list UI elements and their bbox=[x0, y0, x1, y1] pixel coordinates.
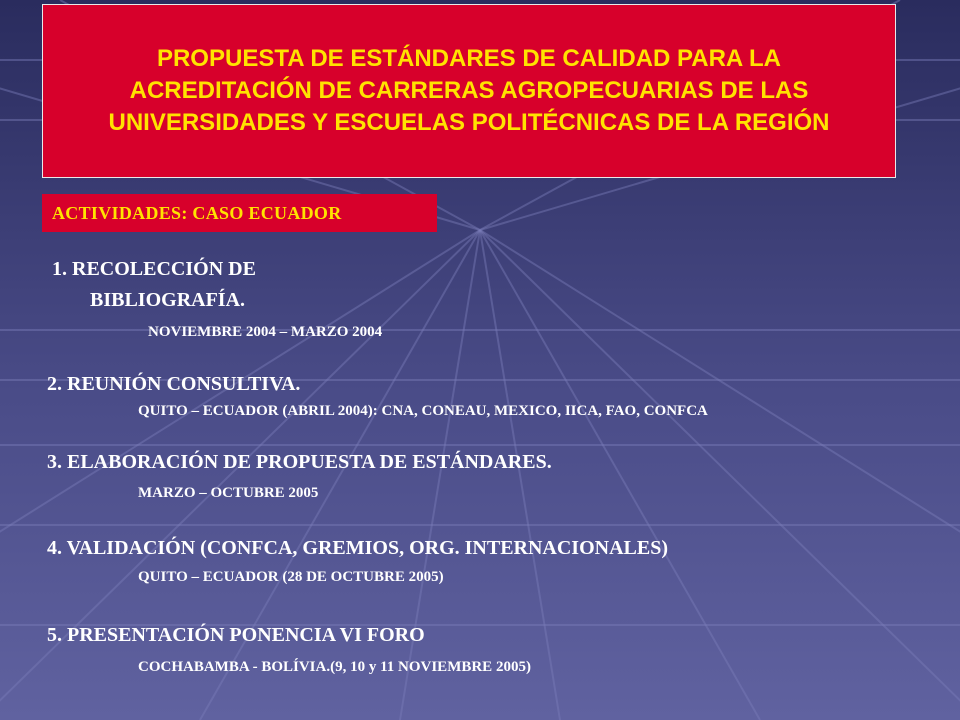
activity-1-detail: NOVIEMBRE 2004 – MARZO 2004 bbox=[148, 324, 383, 340]
activity-3-title: 3. ELABORACIÓN DE PROPUESTA DE ESTÁNDARES. bbox=[47, 451, 552, 473]
page-title: PROPUESTA DE ESTÁNDARES DE CALIDAD PARA LA ACREDITACIÓN DE CARRERAS AGROPECUARIAS DE LAS UNIVERSIDADES Y ESCUELAS POLITÉCNICAS DE LA REGIÓN bbox=[108, 45, 830, 136]
activity-5-detail: COCHABAMBA - BOLÍVIA.(9, 10 y 11 NOVIEMBRE 2005) bbox=[138, 659, 531, 675]
activity-2-detail: QUITO – ECUADOR (ABRIL 2004): CNA, CONEAU, MEXICO, IICA, FAO, CONFCA bbox=[138, 403, 708, 419]
activity-5-title: 5. PRESENTACIÓN PONENCIA VI FORO bbox=[47, 624, 425, 646]
activity-3-detail: MARZO – OCTUBRE 2005 bbox=[138, 485, 319, 501]
title-banner bbox=[42, 4, 896, 178]
activity-2-title: 2. REUNIÓN CONSULTIVA. bbox=[47, 373, 301, 395]
section-label bbox=[42, 194, 437, 232]
activity-4-detail: QUITO – ECUADOR (28 DE OCTUBRE 2005) bbox=[138, 569, 444, 585]
activity-1-title-line1: 1. RECOLECCIÓN DE bbox=[52, 258, 256, 280]
activity-1-title-line2: BIBLIOGRAFÍA. bbox=[90, 289, 246, 311]
activity-4-title: 4. VALIDACIÓN (CONFCA, GREMIOS, ORG. INTERNACIONALES) bbox=[47, 537, 668, 559]
section-label-text: ACTIVIDADES: CASO ECUADOR bbox=[52, 202, 342, 223]
